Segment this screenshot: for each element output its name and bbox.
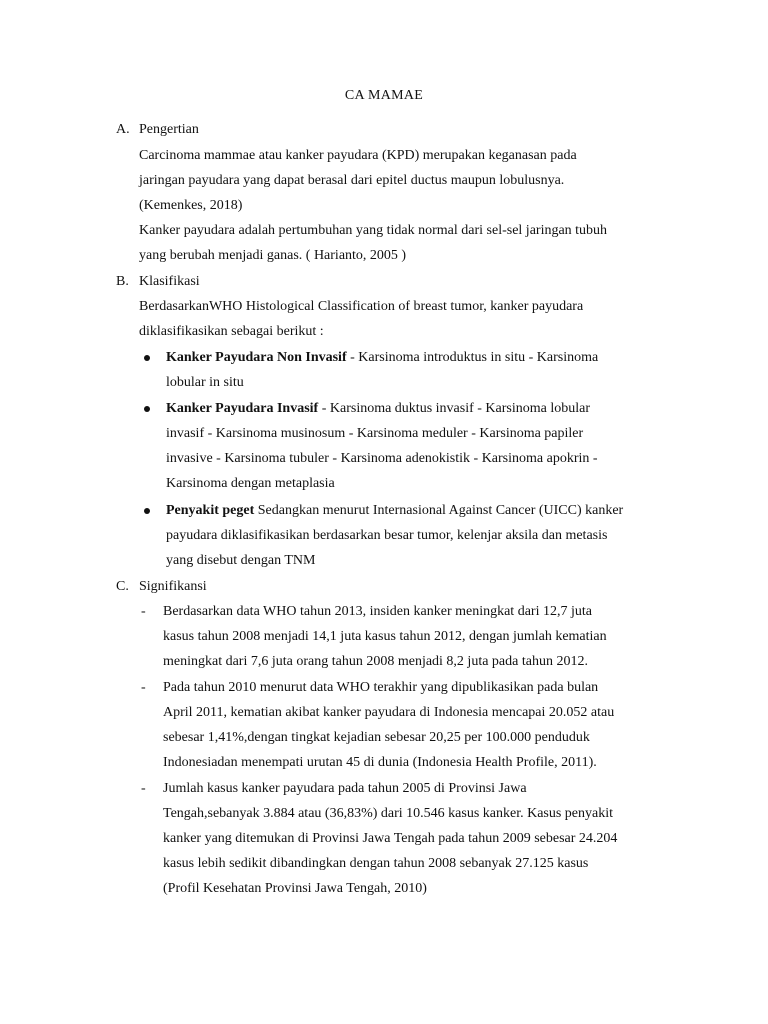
section-marker-b: B. <box>116 274 129 289</box>
dash-item-line: kasus lebih sedikit dibandingkan dengan tahun 2008 sebanyak 27.125 kasus <box>163 856 589 871</box>
dash-marker: - <box>141 781 146 796</box>
bullet-line: payudara diklasifikasikan berdasarkan besar tumor, kelenjar aksila dan metasis <box>166 528 608 543</box>
bullet-bold-term: Penyakit peget <box>166 503 255 518</box>
dash-item-line: Jumlah kasus kanker payudara pada tahun 2005 di Provinsi Jawa <box>163 781 527 796</box>
paragraph-line: yang berubah menjadi ganas. ( Harianto, 2005 ) <box>139 248 407 263</box>
section-marker-c: C. <box>116 579 129 594</box>
section-heading-klasifikasi: Klasifikasi <box>139 274 200 289</box>
bullet-line: yang disebut dengan TNM <box>166 553 316 568</box>
intro-line: diklasifikasikan sebagai berikut : <box>139 324 324 339</box>
bullet-line: Karsinoma dengan metaplasia <box>166 476 335 491</box>
bullet-text: - Karsinoma duktus invasif - Karsinoma lobular <box>318 401 590 416</box>
bullet-line <box>166 400 590 418</box>
dash-item-line: Tengah,sebanyak 3.884 atau (36,83%) dari 10.546 kasus kanker. Kasus penyakit <box>163 806 614 821</box>
dash-marker: - <box>141 680 146 695</box>
section-heading-signifikansi: Signifikansi <box>139 579 207 594</box>
bullet-line: invasif - Karsinoma musinosum - Karsinoma meduler - Karsinoma papiler <box>166 426 584 441</box>
section-heading-pengertian: Pengertian <box>139 122 199 137</box>
paragraph-line: Kanker payudara adalah pertumbuhan yang tidak normal dari sel-sel jaringan tubuh <box>139 223 608 238</box>
bullet-dot-icon <box>144 508 150 514</box>
bullet-text: - Karsinoma introduktus in situ - Karsinoma <box>346 350 599 365</box>
bullet-line: lobular in situ <box>166 375 244 390</box>
document-title: CA MAMAE <box>344 88 424 103</box>
paragraph-line: jaringan payudara yang dapat berasal dari epitel ductus maupun lobulusnya. <box>139 173 565 188</box>
paragraph-line: Carcinoma mammae atau kanker payudara (KPD) merupakan keganasan pada <box>139 148 577 163</box>
section-marker-a: A. <box>116 122 130 137</box>
dash-item-line: meningkat dari 7,6 juta orang tahun 2008 menjadi 8,2 juta pada tahun 2012. <box>163 654 588 669</box>
dash-item-line: kanker yang ditemukan di Provinsi Jawa Tengah pada tahun 2009 sebesar 24.204 <box>163 831 618 846</box>
bullet-bold-term: Kanker Payudara Non Invasif <box>166 350 347 365</box>
dash-item-line: (Profil Kesehatan Provinsi Jawa Tengah, 2010) <box>163 881 427 896</box>
dash-item-line: April 2011, kematian akibat kanker payudara di Indonesia mencapai 20.052 atau <box>163 705 615 720</box>
dash-item-line: kasus tahun 2008 menjadi 14,1 juta kasus tahun 2012, dengan jumlah kematian <box>163 629 607 644</box>
bullet-dot-icon <box>144 406 150 412</box>
paragraph-line: (Kemenkes, 2018) <box>139 198 243 213</box>
intro-line: BerdasarkanWHO Histological Classification of breast tumor, kanker payudara <box>139 299 584 314</box>
dash-marker: - <box>141 604 146 619</box>
dash-item-line: Pada tahun 2010 menurut data WHO terakhir yang dipublikasikan pada bulan <box>163 680 599 695</box>
dash-item-line: sebesar 1,41%,dengan tingkat kejadian sebesar 20,25 per 100.000 penduduk <box>163 730 590 745</box>
bullet-line <box>166 502 623 520</box>
bullet-line: invasive - Karsinoma tubuler - Karsinoma adenokistik - Karsinoma apokrin - <box>166 451 598 466</box>
bullet-dot-icon <box>144 355 150 361</box>
dash-item-line: Berdasarkan data WHO tahun 2013, insiden kanker meningkat dari 12,7 juta <box>163 604 592 619</box>
bullet-line <box>166 349 598 367</box>
dash-item-line: Indonesiadan menempati urutan 45 di dunia (Indonesia Health Profile, 2011). <box>163 755 597 770</box>
bullet-text: Sedangkan menurut Internasional Against Cancer (UICC) kanker <box>254 503 624 518</box>
bullet-bold-term: Kanker Payudara Invasif <box>166 401 319 416</box>
